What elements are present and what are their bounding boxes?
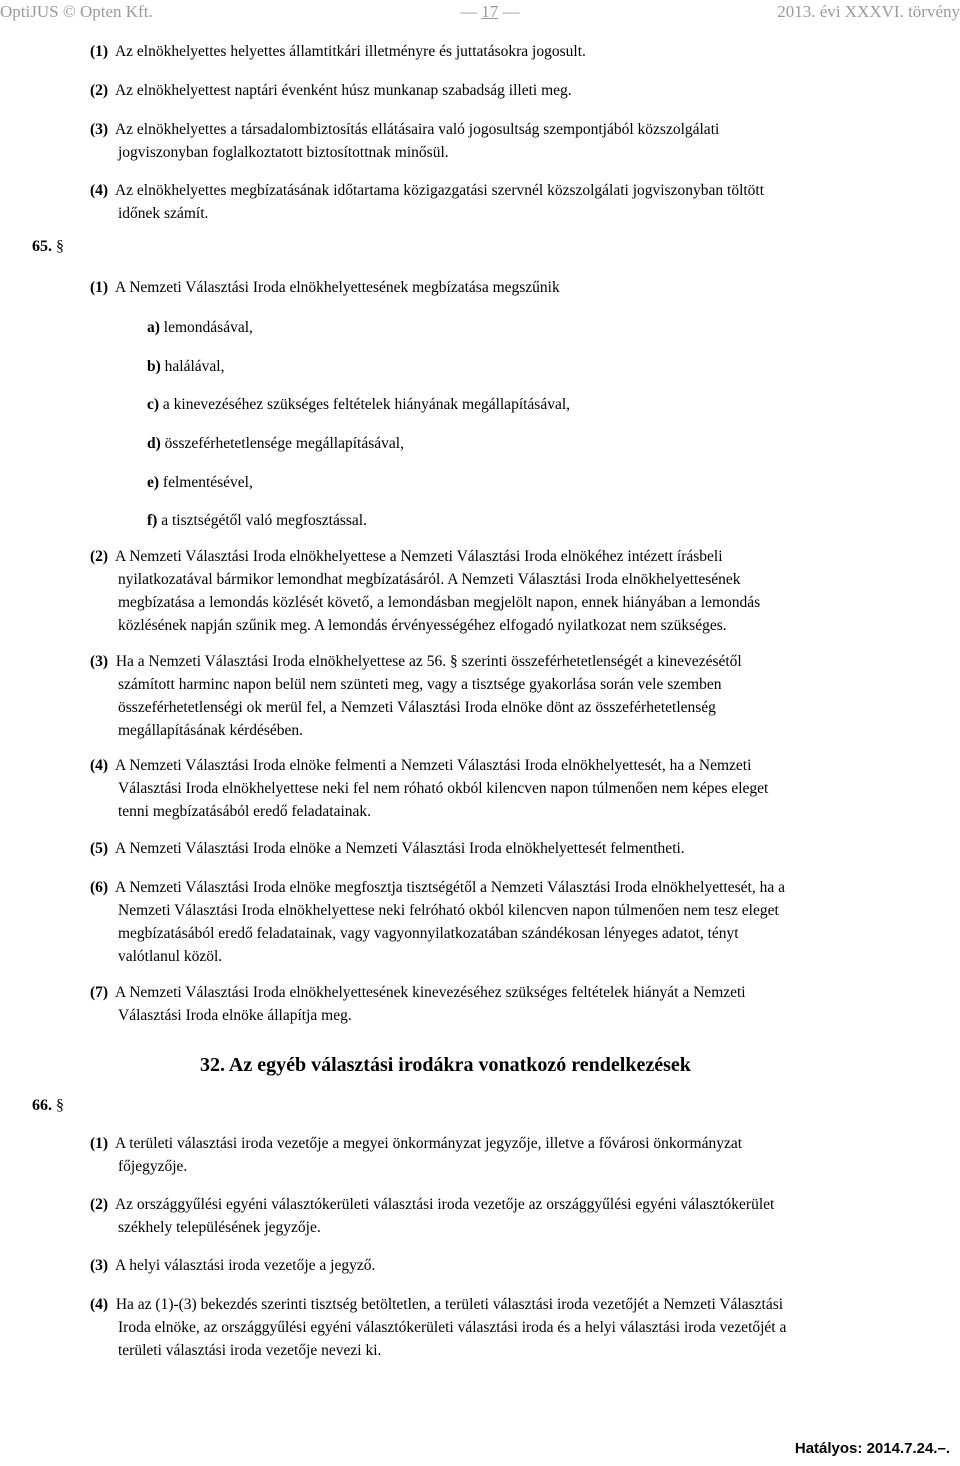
paragraph-64-4: (4) Az elnökhelyettes megbízatásának időtartama közigazgatási szervnél közszolgálati jogviszonyban töltött időnek számít. [90,182,765,222]
paragraph-65-2: (2) A Nemzeti Választási Iroda elnökhelyettese a Nemzeti Választási Iroda elnökéhez intézett írásbeli nyilatkozatával bármikor lemondhat megbízatásáról. A Nemzeti Választási Iroda elnökhelyettesének megbízatása a lemondás közlését követő, a lemondásban megjelölt napon, ennek hiányában a lemondás közlésének napján szűnik meg. A lemondás érvényességéhez elfogadó nyilatkozat nem szükséges. [90,548,761,634]
header-publisher: OptiJUS © Opten Kft. [0,2,153,21]
paragraph-64-3: (3) Az elnökhelyettes a társadalombiztosítás ellátásaira való jogosultság szempontjából közszolgálati jogviszonyban foglalkoztatott biztosítottnak minősül. [90,121,720,161]
section-65-number: 65. § [32,238,64,255]
paragraph-65-7: (7) A Nemzeti Választási Iroda elnökhelyettesének kinevezéséhez szükséges feltételek hiányát a Nemzeti Választási Iroda elnöke állapítja meg. [90,984,746,1024]
paragraph-64-2: (2) Az elnökhelyettest naptári évenként húsz munkanap szabadság illeti meg. [90,82,572,99]
paragraph-65-1: (1) A Nemzeti Választási Iroda elnökhelyettesének megbízatása megszűnik [90,279,560,296]
paragraph-65-4: (4) A Nemzeti Választási Iroda elnöke felmenti a Nemzeti Választási Iroda elnökhelyettesét, ha a Nemzeti Választási Iroda elnökhelyettese neki fel nem róható okból kilencven napon túlmenően nem képes eleget tenni megbízatásából eredő feladatainak. [90,757,769,820]
paragraph-66-1: (1) A területi választási iroda vezetője a megyei önkormányzat jegyzője, illetve a fővárosi önkormányzat főjegyzője. [90,1135,743,1175]
effective-date: Hatályos: 2014.7.24.–. [794,1440,950,1457]
chapter-title: 32. Az egyéb választási irodákra vonatkozó rendelkezések [200,1054,691,1076]
list-item-e: e) felmentésével, [147,474,253,491]
page-header [0,0,960,22]
paragraph-66-4: (4) Ha az (1)-(3) bekezdés szerinti tisztség betöltetlen, a területi választási iroda vezetőjét a Nemzeti Választási Iroda elnöke, az országgyűlési egyéni választókerületi választási iroda és a helyi választási iroda vezetőjét a területi választási iroda vezetője nevezi ki. [90,1296,787,1359]
list-item-a: a) lemondásával, [147,319,253,336]
paragraph-64-1: (1) Az elnökhelyettes helyettes államtitkári illetményre és juttatásokra jogosult. [90,43,586,60]
section-66-number: 66. § [32,1097,64,1114]
paragraph-65-3: (3) Ha a Nemzeti Választási Iroda elnökhelyettese az 56. § szerinti összeférhetetlenségét a kinevezésétől számított harminc napon belül nem szünteti meg, vagy a tisztsége gyakorlása során vele szemben összeférhetetlenségi ok merül fel, a Nemzeti Választási Iroda elnöke dönt az összeférhetetlenség megállapításának kérdésében. [90,653,742,739]
paragraph-65-5: (5) A Nemzeti Választási Iroda elnöke a Nemzeti Választási Iroda elnökhelyettesét felmentheti. [90,840,685,857]
list-item-c: c) a kinevezéséhez szükséges feltételek hiányának megállapításával, [147,396,571,413]
list-item-d: d) összeférhetetlensége megállapításával, [147,435,404,452]
header-page-number: — 17 — [460,2,520,21]
list-item-f: f) a tisztségétől való megfosztással. [147,512,367,529]
paragraph-66-3: (3) A helyi választási iroda vezetője a jegyző. [90,1257,376,1274]
paragraph-66-2: (2) Az országgyűlési egyéni választókerületi választási iroda vezetője az országgyűlési egyéni választókerület székhely településének jegyzője. [90,1196,775,1236]
list-item-b: b) halálával, [147,358,225,375]
paragraph-65-6: (6) A Nemzeti Választási Iroda elnöke megfosztja tisztségétől a Nemzeti Választási Iroda elnökhelyettesét, ha a Nemzeti Választási Iroda elnökhelyettese neki felróható okból kilencven napon túlmenően nem tesz eleget megbízatásából eredő feladatainak, vagy vagyonnyilatkozatában szándékosan lényeges adatot, tényt valótlanul közöl. [90,879,785,965]
header-law-title: 2013. évi XXXVI. törvény [777,2,960,21]
